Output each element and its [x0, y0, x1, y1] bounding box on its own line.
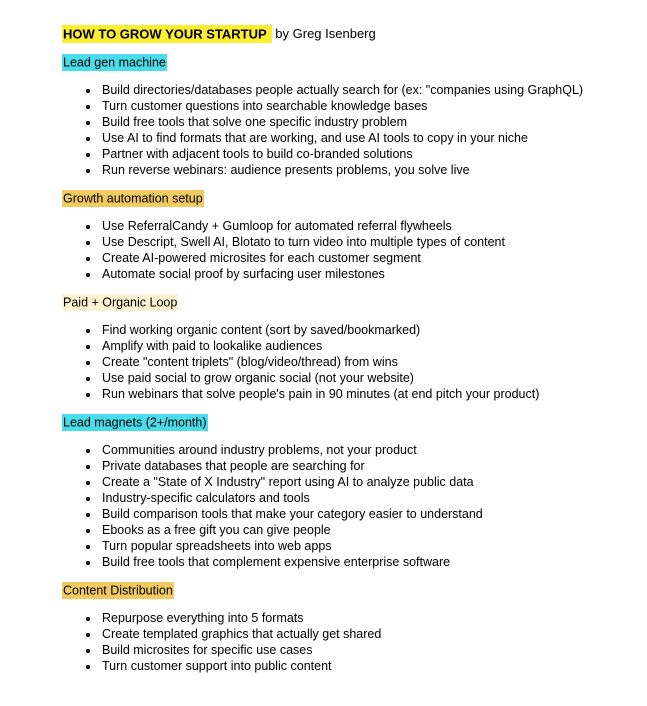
- bullet-item: • Communities around industry problems, not your product: [100, 442, 609, 458]
- bullet-list: [62, 218, 609, 282]
- doc-title-line: [62, 26, 609, 42]
- section-heading: Lead magnets (2+/month): [63, 415, 207, 429]
- section-heading-row: [62, 414, 609, 430]
- section-lead-gen-machine: [62, 54, 609, 178]
- section-heading-row: [62, 190, 609, 206]
- bullet-item: • Create "content triplets" (blog/video/thread) from wins: [100, 354, 609, 370]
- bullet-item: • Build microsites for specific use cases: [100, 642, 609, 658]
- section-paid-organic-loop: [62, 294, 609, 402]
- bullet-item: • Turn popular spreadsheets into web apps: [100, 538, 609, 554]
- section-heading-row: [62, 582, 609, 598]
- bullet-item: • Create AI-powered microsites for each customer segment: [100, 250, 609, 266]
- section-heading: Content Distribution: [63, 583, 173, 597]
- bullet-item: • Automate social proof by surfacing user milestones: [100, 266, 609, 282]
- section-heading: Lead gen machine: [63, 55, 166, 69]
- bullet-item: • Find working organic content (sort by saved/bookmarked): [100, 322, 609, 338]
- section-heading: Paid + Organic Loop: [63, 295, 178, 309]
- bullet-item: • Build free tools that complement expensive enterprise software: [100, 554, 609, 570]
- bullet-item: • Create templated graphics that actually get shared: [100, 626, 609, 642]
- bullet-item: • Run webinars that solve people's pain in 90 minutes (at end pitch your product): [100, 386, 609, 402]
- bullet-list: [62, 610, 609, 674]
- bullet-item: • Industry-specific calculators and tools: [100, 490, 609, 506]
- bullet-item: • Build free tools that solve one specific industry problem: [100, 114, 609, 130]
- bullet-list: [62, 442, 609, 570]
- bullet-item: • Ebooks as a free gift you can give people: [100, 522, 609, 538]
- bullet-item: • Partner with adjacent tools to build co-branded solutions: [100, 146, 609, 162]
- section-heading-row: [62, 54, 609, 70]
- doc-title: HOW TO GROW YOUR STARTUP: [62, 25, 272, 43]
- section-growth-automation-setup: [62, 190, 609, 282]
- bullet-item: • Use AI to find formats that are working, and use AI tools to copy in your niche: [100, 130, 609, 146]
- bullet-item: • Create a "State of X Industry" report using AI to analyze public data: [100, 474, 609, 490]
- section-heading: Growth automation setup: [63, 191, 203, 205]
- bullet-item: • Use paid social to grow organic social (not your website): [100, 370, 609, 386]
- section-heading-row: [62, 294, 609, 310]
- bullet-list: [62, 82, 609, 178]
- bullet-item: • Build directories/databases people actually search for (ex: "companies using GraphQL): [100, 82, 609, 98]
- section-content-distribution: [62, 582, 609, 674]
- doc-byline: by Greg Isenberg: [275, 26, 376, 41]
- bullet-item: • Private databases that people are searching for: [100, 458, 609, 474]
- bullet-item: • Use Descript, Swell AI, Blotato to turn video into multiple types of content: [100, 234, 609, 250]
- bullet-item: • Repurpose everything into 5 formats: [100, 610, 609, 626]
- bullet-list: [62, 322, 609, 402]
- bullet-item: • Turn customer support into public content: [100, 658, 609, 674]
- bullet-item: • Use ReferralCandy + Gumloop for automated referral flywheels: [100, 218, 609, 234]
- bullet-item: • Run reverse webinars: audience presents problems, you solve live: [100, 162, 609, 178]
- bullet-item: • Amplify with paid to lookalike audiences: [100, 338, 609, 354]
- bullet-item: • Build comparison tools that make your category easier to understand: [100, 506, 609, 522]
- bullet-item: • Turn customer questions into searchable knowledge bases: [100, 98, 609, 114]
- section-lead-magnets: [62, 414, 609, 570]
